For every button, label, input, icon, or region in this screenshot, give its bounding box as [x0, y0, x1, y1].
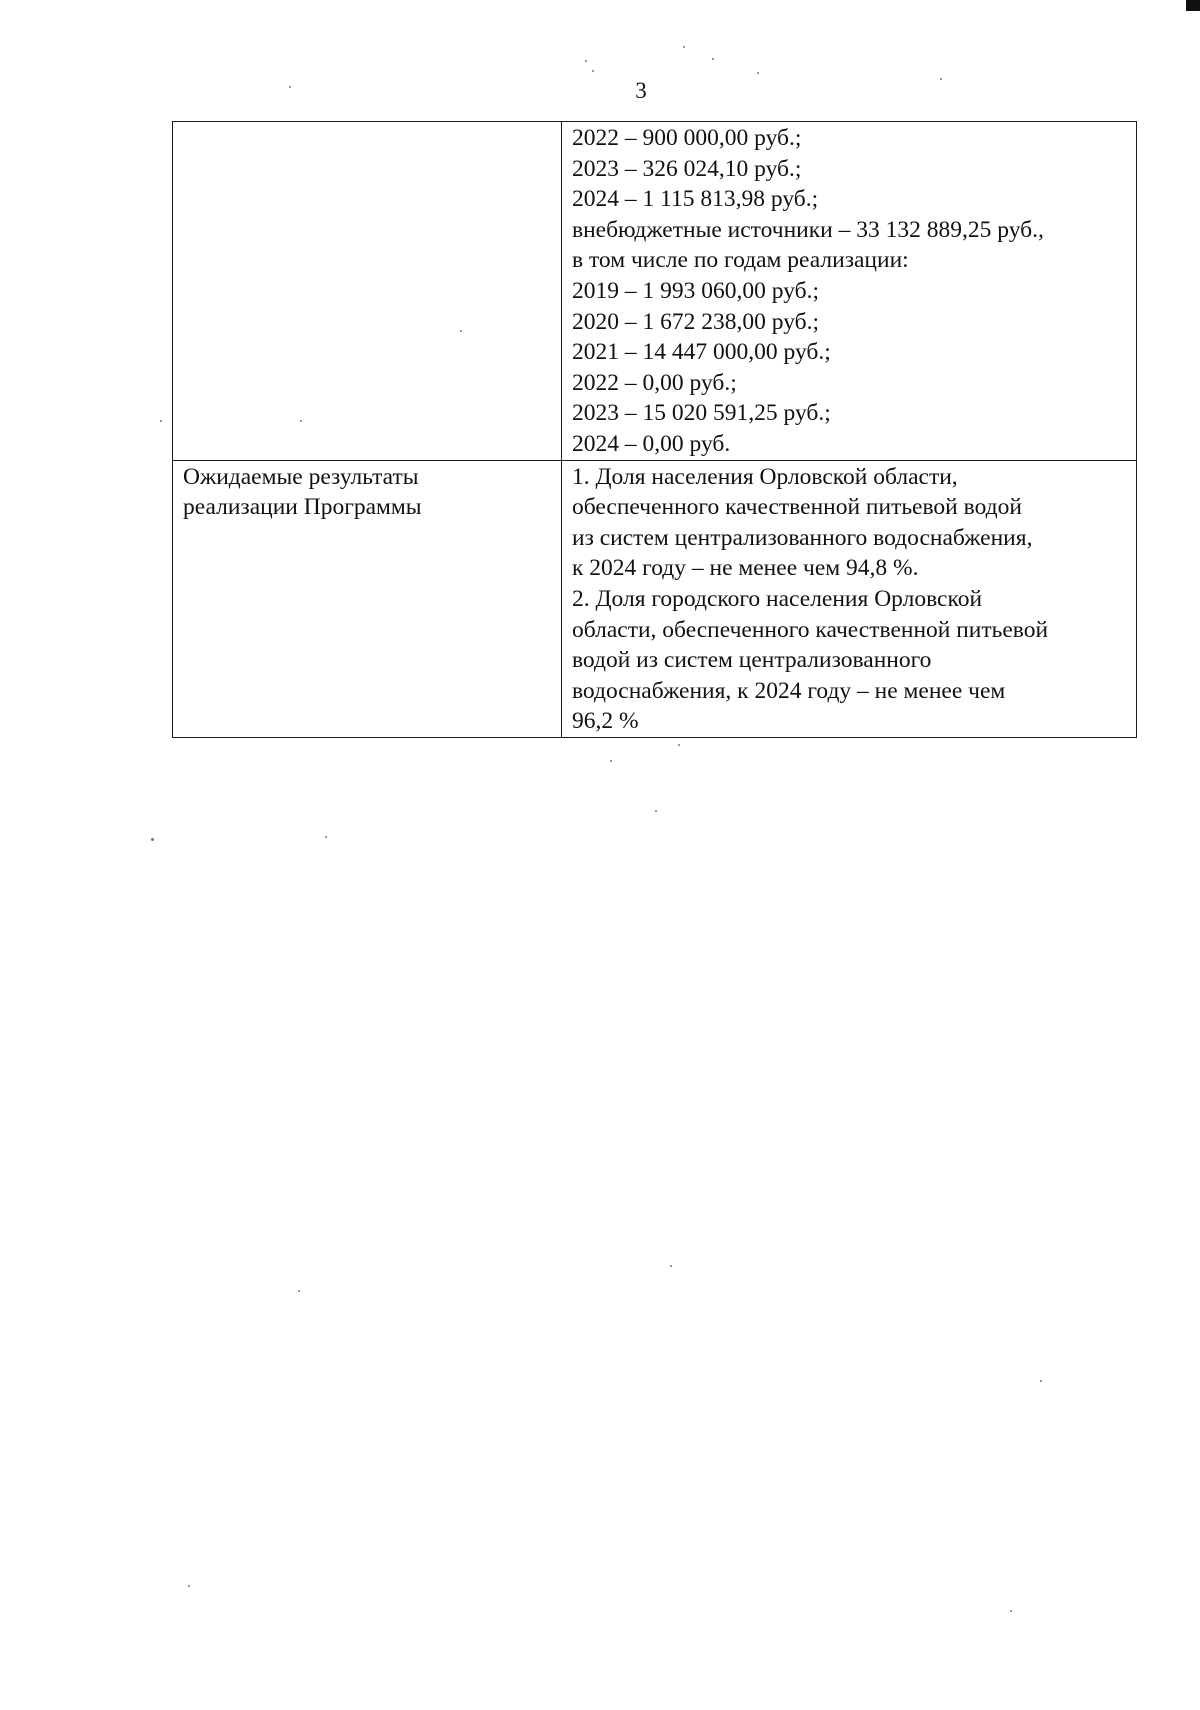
financing-line-2023: 2023 – 326 024,10 руб.;	[572, 155, 802, 182]
expected-results-label-cell	[173, 460, 562, 737]
expected-results-label-line: реализации Программы	[183, 494, 422, 521]
expected-results-value-cell	[562, 460, 1137, 737]
financing-line-2024: 2024 – 1 115 813,98 руб.;	[572, 186, 819, 213]
result-line: водой из систем централизованного	[572, 647, 932, 674]
offbudget-sources-total: внебюджетные источники – 33 132 889,25 руб.,	[572, 216, 1044, 243]
scan-corner-mark	[1186, 0, 1200, 11]
result-line: водоснабжения, к 2024 году – не менее чем	[572, 677, 1006, 704]
result-line: 96,2 %	[572, 708, 639, 735]
offbudget-line-2019: 2019 – 1 993 060,00 руб.;	[572, 277, 819, 304]
result-line: к 2024 году – не менее чем 94,8 %.	[572, 555, 919, 582]
result-line: 2. Доля городского населения Орловской	[572, 585, 983, 612]
result-line: области, обеспеченного качественной питьевой	[572, 616, 1049, 643]
financing-line-2022: 2022 – 900 000,00 руб.;	[572, 125, 802, 151]
program-passport-table	[172, 121, 1137, 738]
financing-row-value-cell	[562, 122, 1137, 461]
offbudget-line-2022: 2022 – 0,00 руб.;	[572, 369, 737, 396]
result-line: 1. Доля населения Орловской области,	[572, 463, 958, 490]
result-line: обеспеченного качественной питьевой водой	[572, 494, 1022, 521]
expected-results-row	[173, 460, 1137, 737]
offbudget-by-years-caption: в том числе по годам реализации:	[572, 247, 909, 274]
expected-results-label-line: Ожидаемые результаты	[183, 463, 419, 490]
offbudget-line-2023: 2023 – 15 020 591,25 руб.;	[572, 400, 831, 427]
page-number: 3	[635, 78, 647, 103]
offbudget-line-2020: 2020 – 1 672 238,00 руб.;	[572, 308, 819, 335]
result-line: из систем централизованного водоснабжения,	[572, 524, 1033, 551]
offbudget-line-2024: 2024 – 0,00 руб.	[572, 430, 731, 457]
offbudget-line-2021: 2021 – 14 447 000,00 руб.;	[572, 339, 831, 366]
financing-row-label-cell	[173, 122, 562, 461]
financing-row	[173, 122, 1137, 461]
